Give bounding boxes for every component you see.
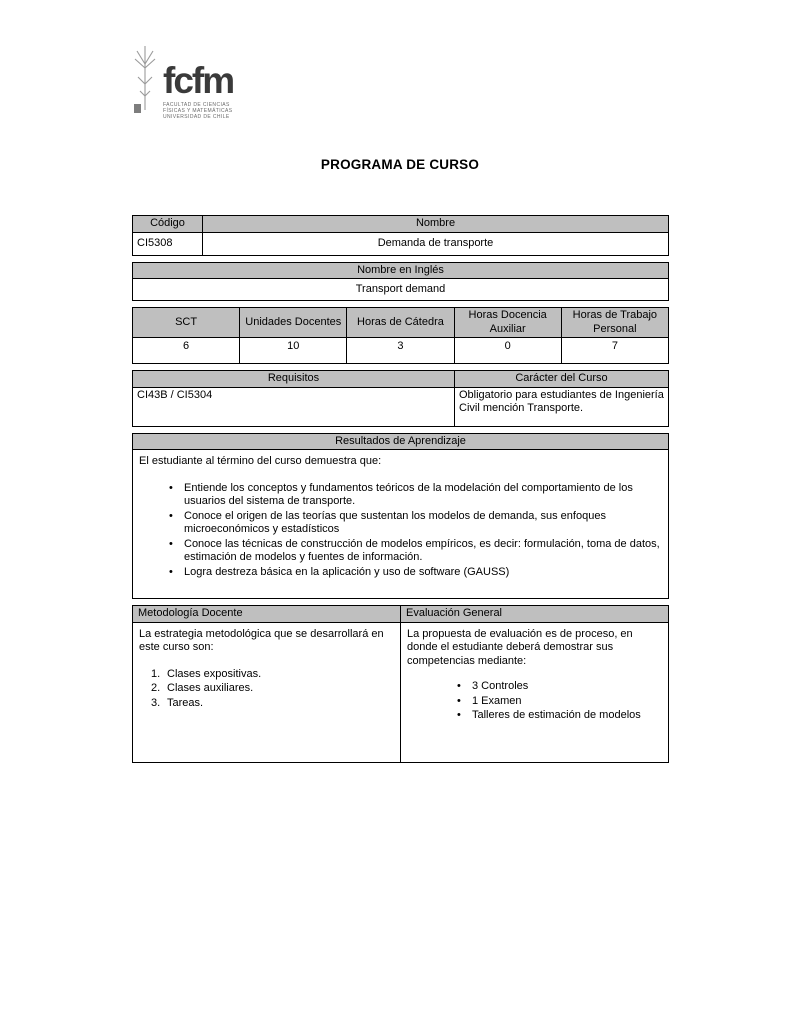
resultados-body <box>133 450 669 599</box>
resultados-bullet: • Logra destreza básica en la aplicación y uso de software (GAUSS) <box>169 566 662 580</box>
resultados-bullet: • Entiende los conceptos y fundamentos teóricos de la modelación del comportamiento de los usuarios del sistema de transporte. <box>169 482 662 509</box>
horas-trabajo-personal-value: 7 <box>561 338 668 364</box>
unidades-docentes-header: Unidades Docentes <box>240 308 347 338</box>
horas-docencia-auxiliar-value: 0 <box>454 338 561 364</box>
credits-hours-table <box>132 307 669 364</box>
university-emblem-icon <box>133 44 157 116</box>
nombre-header: Nombre <box>203 216 669 233</box>
page-title: PROGRAMA DE CURSO <box>320 157 480 172</box>
metodologia-item-list <box>139 668 394 711</box>
sct-value: 6 <box>133 338 240 364</box>
evaluacion-bullet-list <box>407 680 662 723</box>
requisitos-value: CI43B / CI5304 <box>133 387 455 426</box>
fcfm-logo <box>133 44 233 120</box>
course-id-table <box>132 215 669 256</box>
nombre-value: Demanda de transporte <box>203 232 669 255</box>
requisitos-table <box>132 370 669 427</box>
resultados-bullet: • Conoce el origen de las teorías que sustentan los modelos de demanda, sus enfoques microeconómicos y estadísticos <box>169 510 662 537</box>
sct-header: SCT <box>133 308 240 338</box>
course-program-tables <box>132 215 669 769</box>
logo-caption <box>163 102 233 120</box>
evaluacion-bullet: • 1 Examen <box>457 695 662 709</box>
horas-catedra-header: Horas de Cátedra <box>347 308 454 338</box>
codigo-header: Código <box>133 216 203 233</box>
evaluacion-bullet: • Talleres de estimación de modelos <box>457 709 662 723</box>
metodologia-item: 2. Clases auxiliares. <box>151 682 254 694</box>
nombre-ingles-header: Nombre en Inglés <box>133 262 669 279</box>
fcfm-wordmark: fcfm <box>163 60 234 101</box>
unidades-docentes-value: 10 <box>240 338 347 364</box>
caracter-value: Obligatorio para estudiantes de Ingeniería Civil mención Transporte. <box>455 387 669 426</box>
english-name-table <box>132 262 669 302</box>
metodologia-evaluacion-table <box>132 605 669 763</box>
logo-text <box>163 44 233 120</box>
logo-caption-line2: FÍSICAS Y MATEMÁTICAS <box>163 108 233 114</box>
metodologia-header: Metodología Docente <box>133 606 401 623</box>
resultados-bullet: • Conoce las técnicas de construcción de modelos empíricos, es decir: formulación, toma de datos, estimación de modelos y fuentes de información. <box>169 538 662 565</box>
evaluacion-body <box>401 622 669 762</box>
logo-caption-line3: UNIVERSIDAD DE CHILE <box>163 114 230 120</box>
evaluacion-intro: La propuesta de evaluación es de proceso, en donde el estudiante deberá demostrar sus competencias mediante: <box>407 627 633 667</box>
resultados-table <box>132 433 669 600</box>
logo-caption-line1: FACULTAD DE CIENCIAS <box>163 102 230 108</box>
metodologia-item: 1. Clases expositivas. <box>151 667 262 680</box>
codigo-value: CI5308 <box>133 232 203 255</box>
nombre-ingles-value: Transport demand <box>133 279 669 301</box>
resultados-intro: El estudiante al término del curso demuestra que: <box>139 455 382 467</box>
evaluacion-header: Evaluación General <box>401 606 669 623</box>
metodologia-item: 3. Tareas. <box>151 696 204 709</box>
resultados-header: Resultados de Aprendizaje <box>133 433 669 450</box>
caracter-header: Carácter del Curso <box>455 371 669 388</box>
horas-catedra-value: 3 <box>347 338 454 364</box>
requisitos-header: Requisitos <box>133 371 455 388</box>
metodologia-intro: La estrategia metodológica que se desarrollará en este curso son: <box>139 627 384 653</box>
resultados-bullet-list <box>139 482 662 580</box>
evaluacion-bullet: • 3 Controles <box>457 680 662 694</box>
horas-trabajo-personal-header: Horas de Trabajo Personal <box>561 308 668 338</box>
horas-docencia-auxiliar-header: Horas Docencia Auxiliar <box>454 308 561 338</box>
metodologia-body <box>133 622 401 762</box>
